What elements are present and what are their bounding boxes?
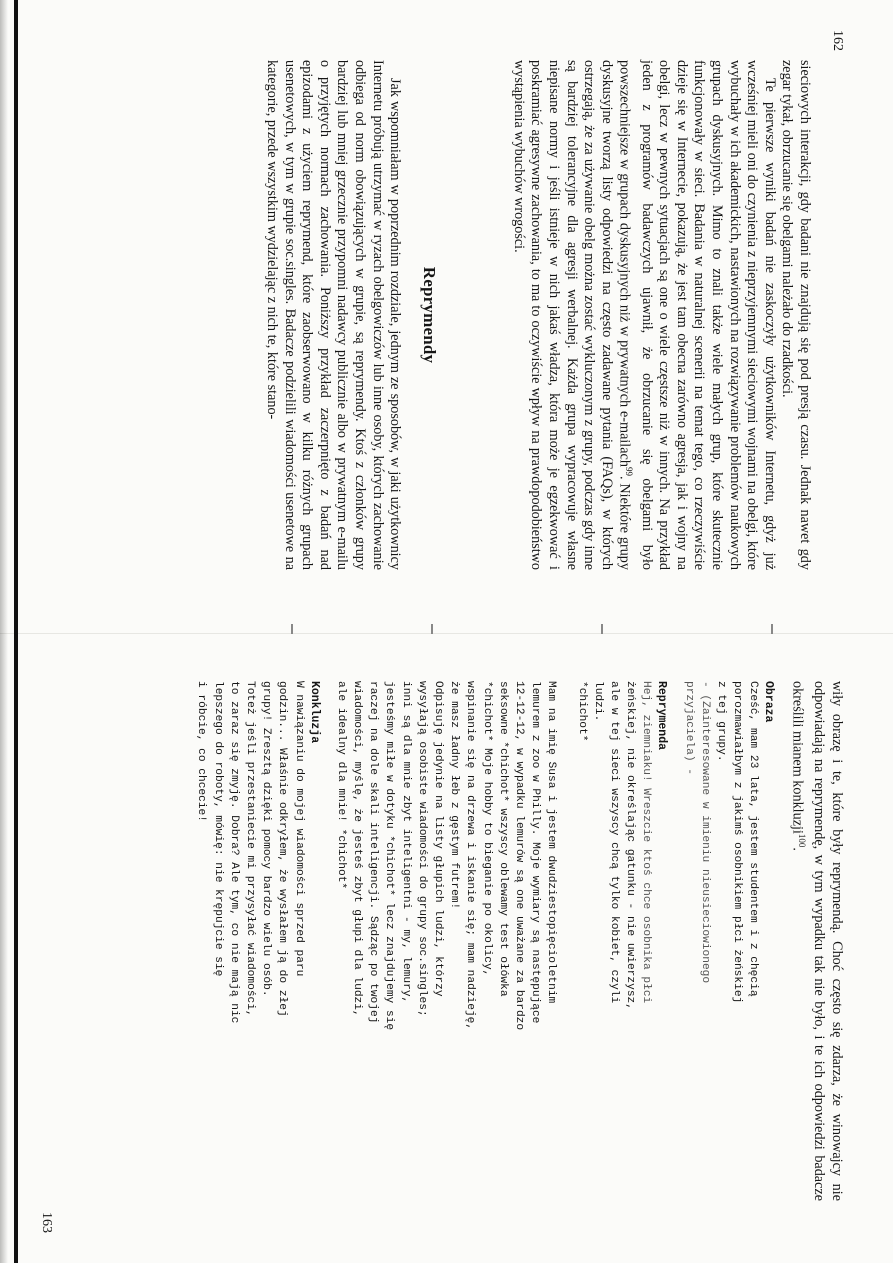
example-obraza [680,681,761,1201]
example-line: wysyłają osobiste wiadomości do grupy soc.singles; [415,681,428,1017]
example-line: lepszego do roboty, mówię: nie krępujcie się [211,681,224,977]
example-line: wspinanie się na drzewa i iskanie się; mam nadzieję, [464,681,477,1031]
example-line: przyjaciela) - [682,681,695,775]
footnote-99: 99 [624,466,635,476]
example-line: Cześć, mam 23 lata, jestem studentem i z chęcią [747,681,760,997]
paragraph-research-results [509,60,778,570]
intro-right-end: . [789,847,806,851]
intro-paragraph-right [787,681,845,1201]
example-line: godzin... Właśnie odkryłem, że wysłałem ją do złej [276,681,289,1017]
scan-edge-line [14,0,18,1263]
example-line: ale idealny dla mnie! *chichot* [334,681,347,890]
footnote-100: 100 [796,833,807,848]
example-line: W nawiązaniu do mojej wiadomości sprzed paru [292,681,305,977]
left-page-column [262,60,813,570]
page-number-left: 162 [830,30,845,51]
example-line: ludzi. [591,681,604,722]
example-line: że masz ładny łeb z gęstym futrem! [448,681,461,910]
example-title-konkluzja: Konkluzja [307,681,321,744]
example-line: ale w tej sieci wszyscy chcą tylko kobiet, czyli [608,681,621,1004]
example-line: - (Zainteresowane w imieniu nieusieciowionego [698,681,711,984]
example-konkluzja [193,681,306,1201]
example-line: jesteśmy miłe w dotyku *chichot* lecz znajdujemy się [383,681,396,1031]
example-line: i róbcie, co chcecie! [195,681,208,822]
example-line: *chichot* Moje hobby to bieganie po okolicy, [480,681,493,977]
example-line: inni są dla mnie zbyt inteligentni - my, lemury, [399,681,412,1004]
example-line: seksowne *chichot* wszyscy oblewamy test ołówka [496,681,509,997]
example-line: lemurem z zoo w Philly. Moje wymiary są następujące [529,681,542,1024]
example-line: *chichot* [575,681,588,742]
example-title-obraza: Obraza [762,681,776,723]
page-163 [0,633,893,1263]
example-line: Odpisuję jedynie na listy głupich ludzi, którzy [432,681,445,997]
example-line: wiadomości, myślę, że jesteś zbyt głupi dla ludzi, [351,681,364,1017]
page-number-right: 163 [39,1212,54,1233]
example-line: Hej, ziemniaku! Wreszcie ktoś chce osobnika płci [640,681,653,1004]
example-line: żeńskiej, nie określając gatunku - nie uwierzysz, [624,681,637,1010]
example-title-reprymenda: Reprymenda [655,681,669,751]
example-reprymenda [573,681,654,1201]
example-line: porozmawiałbym z jakimś osobnikiem płci żeńskiej [731,681,744,1004]
right-page-column [193,681,845,1201]
example-line: Mam na imię Susa i jestem dwudziestopięcioletnim [545,681,558,1004]
example-lemur-response [333,681,560,1201]
scan-edge-shadow [0,0,8,1263]
paragraph-2-text: Te pierwsze wyniki badań nie zaskoczyły użytkowników Internetu, gdyż już wcześniej mieli oni do czynienia z nieprzyjemnymi sieciowymi wojnami na obelgi, które wybuchały w ich akademickich, nastawionych na rozwiązywanie problemów naukowych grupach dyskusyjnych. Mimo to znali także wiele małych grup, które skutecznie funkcjonowały w sieci. Badania w naturalnej scenerii na temat tego, co rzeczywiście dzieje się w Internecie, pokazują, że jest tam obecna zarówno agresja, jak i wojny na obelgi, lecz w pewnych sytuacjach są one o wiele częstsze niż w innych. Na przykład jeden z programów badawczych ujawnił, że obrzucanie się obelgami było powszechniejsze w grupach dyskusyjnych niż w prywatnych e-mailach [616,60,778,570]
example-line: Toteż jeśli przestaniecie mi przysyłać wiadomości, [244,681,256,1017]
intro-right-text: wiły obrazę i te, które były reprymendą. Choć często się zdarza, że winowajcy nie odpowiadają na reprymendę, w tym wypadku tak nie było, i te ich odpowiedzi badacze określili mianem konkluzji [789,681,845,1201]
paragraph-2-end: . Niektóre grupy dyskusyjne tworzą listy odpowiedzi na często zadawane pytania (FAQs), w których ostrzegają, że za używanie obelg można zostać wykluczonym z grupy, podczas gdy inne są bardziej tolerancyjne dla agresji werbalnej. Każda grupa wypracowuje własne niepisane normy i jeśli istnieje w nich jakaś władza, która może je egzekwować i poskramiać agresywne zachowania, to ma to oczywiście wpływ na prawdopodobieństwo wystąpienia wybuchów wrogości. [510,60,633,570]
intro-paragraph-left: sieciowych interakcji, gdy badani nie znajdują się pod presją czasu. Jednak nawet gdy zegar tykał, obrzucanie się obelgami należało do rzadkości. [779,60,813,570]
page-162 [0,0,893,630]
example-line: to zaraz się zmyję. Dobra? Ale tym, co nie mają nic [227,681,240,1024]
section-heading-reprymendy: Reprymendy [420,266,440,364]
example-line: 12-12-12, w wypadku lemurów są one uważane za bardzo [513,681,526,1031]
paragraph-reprymendy: Jak wspomniałam w poprzednim rozdziale, jednym ze sposobów, w jaki użytkownicy Internetu próbują utrzymać w ryzach obelgowiczów lub inne osoby, których zachowanie odbiega od norm obowiązujących w grupie, są reprymendy. Ktoś z członków grupy bardziej lub mniej grzecznie przypomni nadawcy publicznie albo w prywatnym e-mailu o przyjętych normach zachowania. Poniższy przykład zaczerpnięto z badań nad epizodami z użyciem reprymend, które zaobserwowano w kilku różnych grupach usenetowych, w tym w grupie soc.singles. Badacze podzielili wiadomości usenetowe na kategorie, przede wszystkim wydzielając z nich te, które stano- [264,60,404,570]
example-line: z tej grupy. [715,681,728,762]
example-line: grupy! Zresztą dzięki pomocy bardzo wielu osób. [260,681,273,997]
example-line: raczej na dole skali inteligencji. Sądząc po twojej [367,681,380,1024]
